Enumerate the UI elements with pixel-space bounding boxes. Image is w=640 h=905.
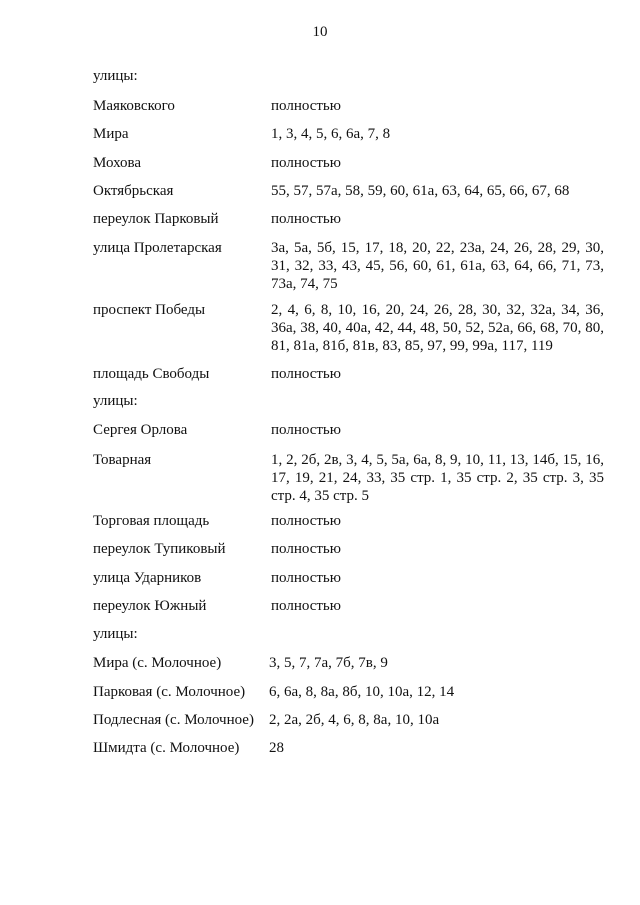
street-name: переулок Тупиковый: [93, 541, 226, 557]
house-numbers: 2, 4, 6, 8, 10, 16, 20, 24, 26, 28, 30, 32, 32а, 34, 36, 36а, 38, 40, 40а, 42, 44, 48, 50, 52, 52а, 66, 68, 70, 80, 81, 81а, 81б, 81в, 83, 85, 97, 99, 99а, 117, 119: [271, 302, 604, 354]
street-name: переулок Южный: [93, 598, 207, 614]
street-name: Шмидта (с. Молочное): [93, 740, 240, 756]
house-numbers: полностью: [271, 98, 341, 114]
house-numbers: 1, 2, 2б, 2в, 3, 4, 5, 5а, 6а, 8, 9, 10, 11, 13, 14б, 15, 16, 17, 19, 21, 24, 33, 35 стр. 1, 35 стр. 2, 35 стр. 3, 35 стр. 4, 35 стр. 5: [271, 452, 604, 504]
house-numbers: полностью: [271, 211, 341, 227]
street-name: Октябрьская: [93, 183, 174, 199]
street-name: Мохова: [93, 155, 142, 171]
house-numbers: полностью: [271, 422, 341, 438]
house-numbers: 3, 5, 7, 7а, 7б, 7в, 9: [269, 655, 388, 671]
house-numbers: 2, 2а, 2б, 4, 6, 8, 8а, 10, 10а: [269, 712, 440, 728]
street-name: проспект Победы: [93, 302, 206, 318]
house-numbers: полностью: [271, 366, 341, 382]
house-numbers: полностью: [271, 598, 341, 614]
street-name: Подлесная (с. Молочное): [93, 712, 254, 728]
street-name: площадь Свободы: [93, 366, 210, 382]
section-heading: улицы:: [93, 393, 138, 409]
street-name: Мира (с. Молочное): [93, 655, 222, 671]
house-numbers: 1, 3, 4, 5, 6, 6а, 7, 8: [271, 126, 391, 142]
house-numbers: 55, 57, 57а, 58, 59, 60, 61а, 63, 64, 65, 66, 67, 68: [271, 183, 570, 199]
street-name: Торговая площадь: [93, 513, 210, 529]
house-numbers: полностью: [271, 570, 341, 586]
street-name: улица Ударников: [93, 570, 202, 586]
section-heading: улицы:: [93, 626, 138, 642]
street-name: Товарная: [93, 452, 152, 468]
street-name: улица Пролетарская: [93, 240, 222, 256]
page-number: 10: [312, 24, 328, 40]
street-name: Парковая (с. Молочное): [93, 684, 246, 700]
house-numbers: полностью: [271, 513, 341, 529]
house-numbers: полностью: [271, 155, 341, 171]
house-numbers: 28: [269, 740, 284, 756]
street-name: Маяковского: [93, 98, 175, 114]
street-name: Сергея Орлова: [93, 422, 188, 438]
house-numbers: 6, 6а, 8, 8а, 8б, 10, 10а, 12, 14: [269, 684, 455, 700]
street-name: переулок Парковый: [93, 211, 219, 227]
house-numbers: 3а, 5а, 5б, 15, 17, 18, 20, 22, 23а, 24, 26, 28, 29, 30, 31, 32, 33, 43, 45, 56, 60, 61, 61а, 63, 64, 66, 71, 73, 73а, 74, 75: [271, 240, 604, 292]
street-name: Мира: [93, 126, 129, 142]
section-heading: улицы:: [93, 68, 138, 84]
house-numbers: полностью: [271, 541, 341, 557]
